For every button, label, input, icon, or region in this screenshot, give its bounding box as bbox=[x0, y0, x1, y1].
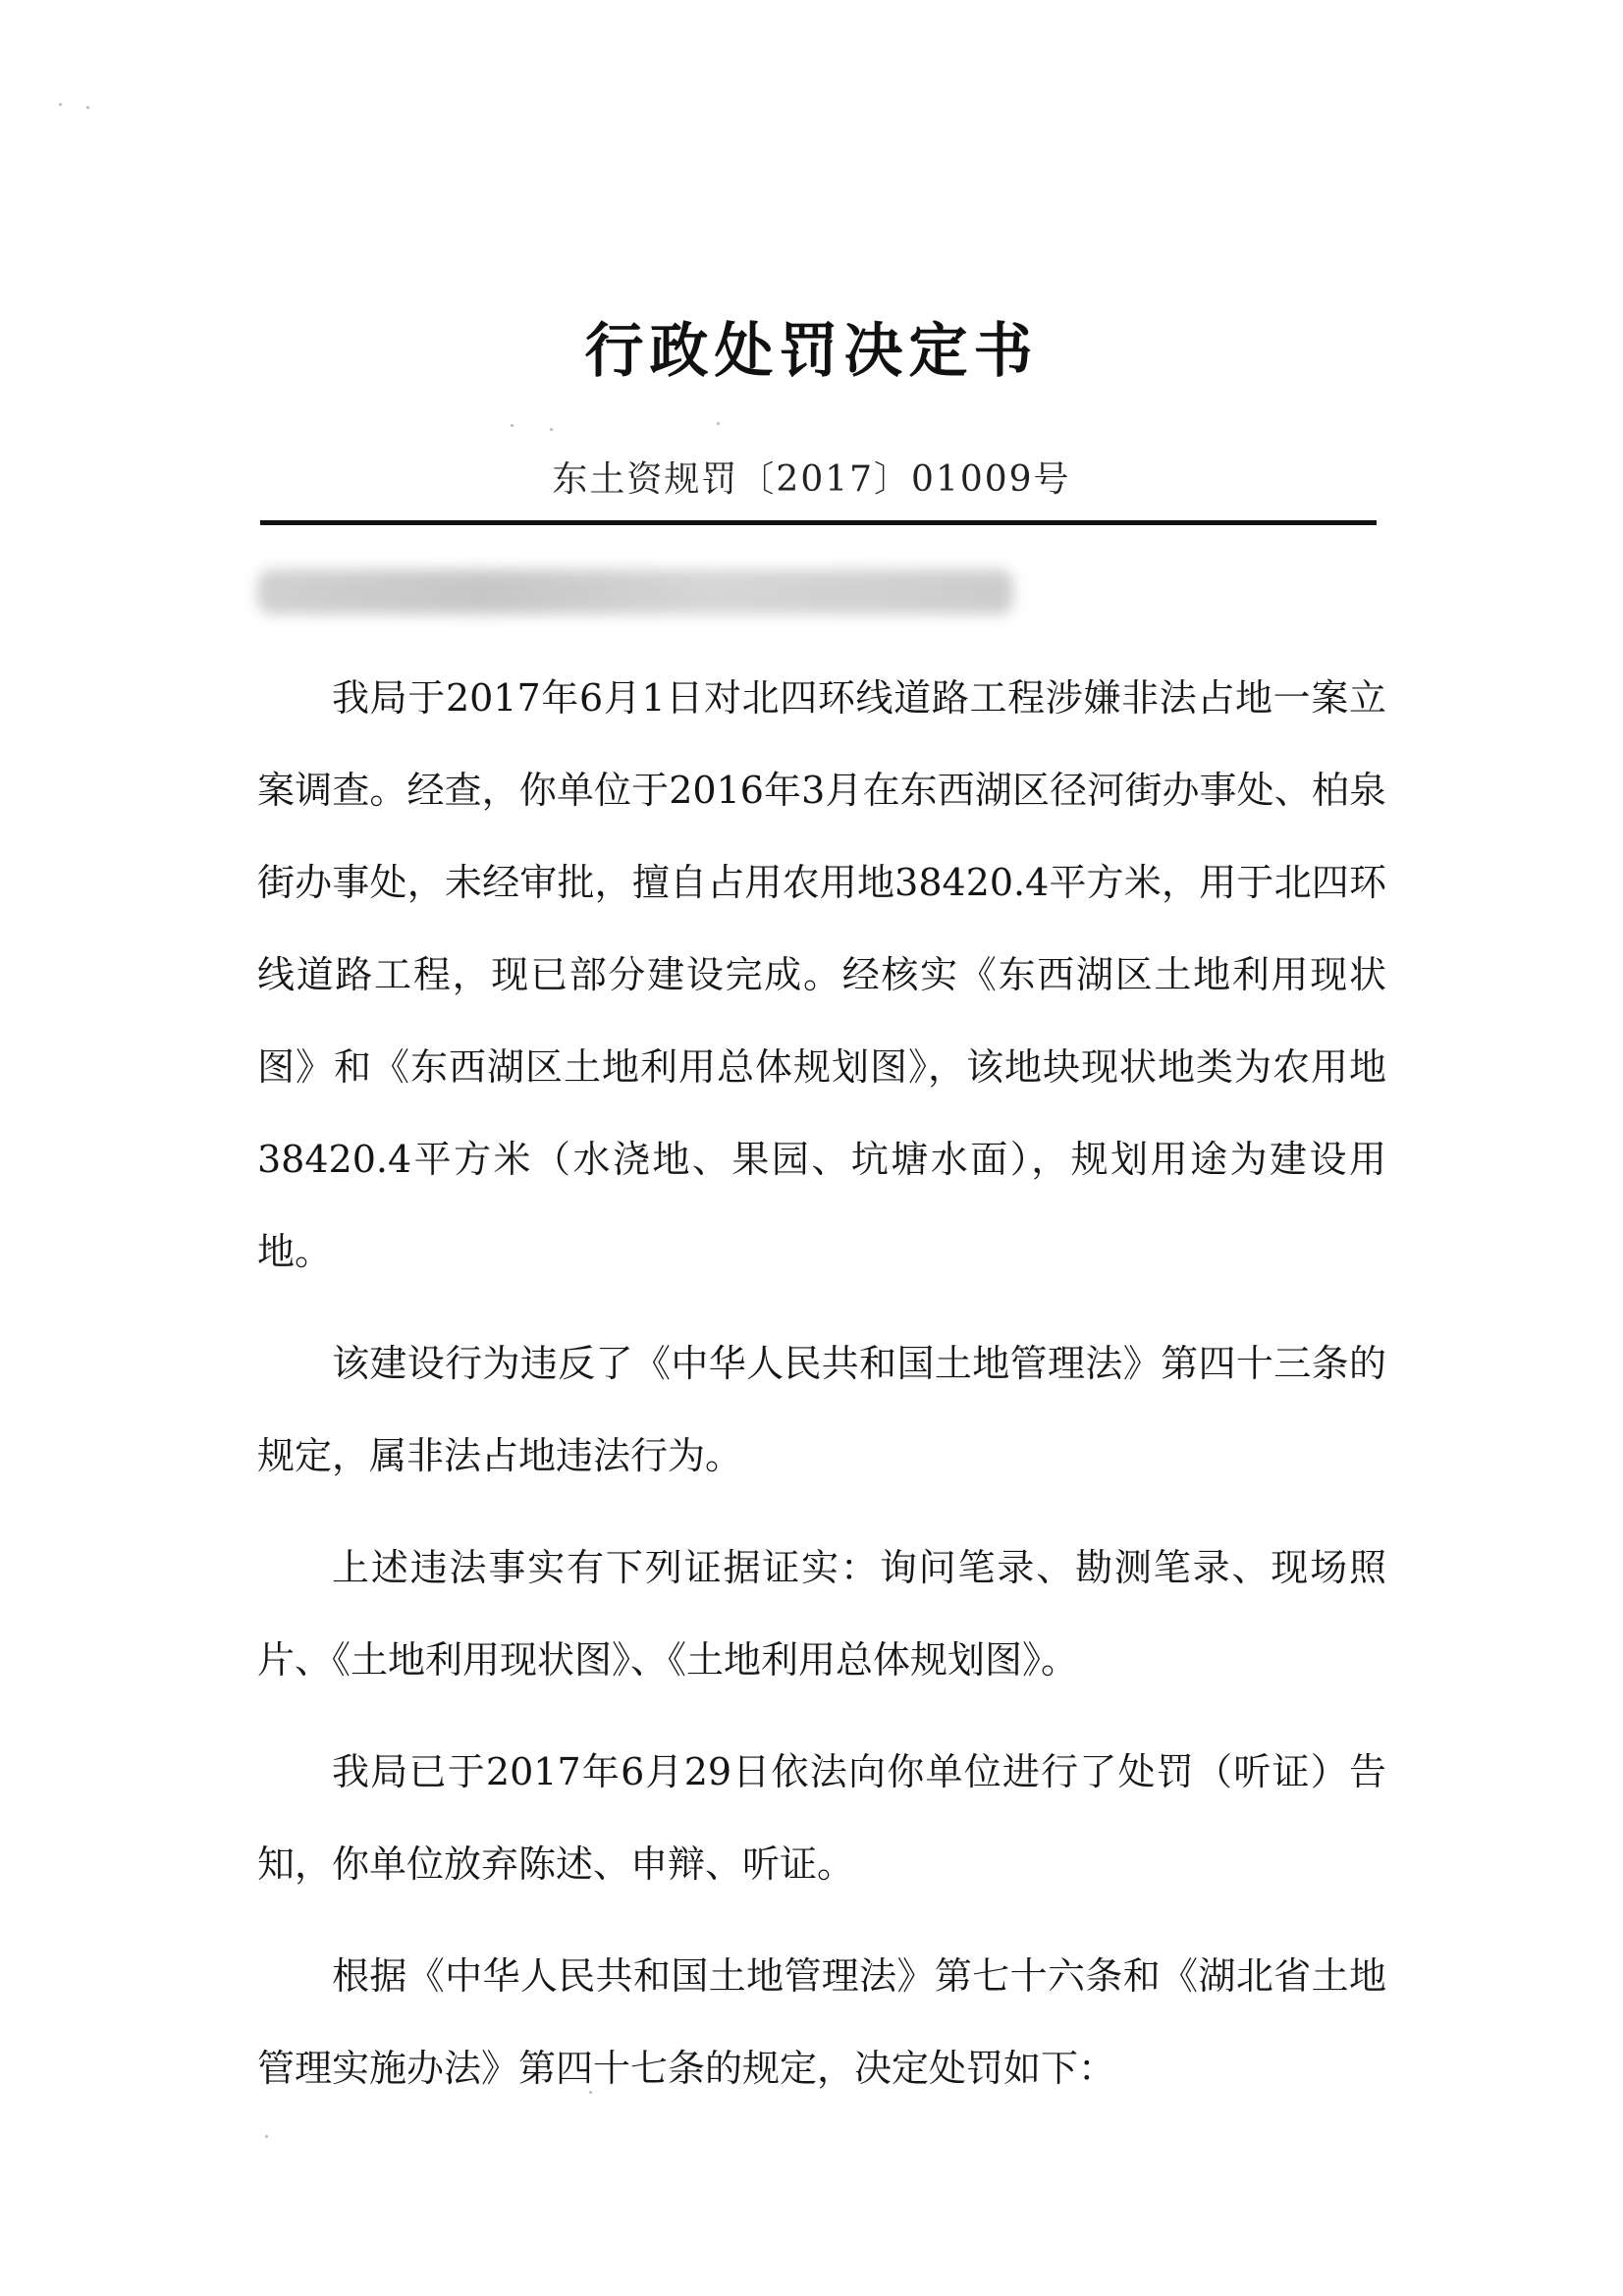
document-title: 行政处罚决定书 bbox=[584, 317, 1039, 386]
document-number: 东土资规罚〔2017〕01009号 bbox=[552, 459, 1071, 500]
scan-speck bbox=[589, 2091, 592, 2094]
scan-speck bbox=[550, 428, 553, 431]
document-body bbox=[257, 652, 1386, 2134]
paragraph-evidence: 上述违法事实有下列证据证实：询问笔录、勘测笔录、现场照片、《土地利用现状图》、《土地利用总体规划图》。 bbox=[257, 1546, 1386, 1682]
scan-speck bbox=[59, 103, 62, 106]
paragraph-violation: 该建设行为违反了《中华人民共和国土地管理法》第四十三条的规定，属非法占地违法行为。 bbox=[257, 1342, 1386, 1477]
paragraph-investigation: 我局于2017年6月1日对北四环线道路工程涉嫌非法占地一案立案调查。经查，你单位于2016年3月在东西湖区径河街办事处、柏泉街办事处，未经审批，擅自占用农用地38420.4平方米，用于北四环线道路工程，现已部分建设完成。经核实《东西湖区土地利用现状图》和《东西湖区土地利用总体规划图》，该地块现状地类为农用地38420.4平方米（水浇地、果园、坑塘水面），规划用途为建设用地。 bbox=[257, 676, 1386, 1273]
scan-speck bbox=[86, 106, 89, 109]
paragraph-notice: 我局已于2017年6月29日依法向你单位进行了处罚（听证）告知，你单位放弃陈述、申辩、听证。 bbox=[257, 1750, 1386, 1886]
scan-speck bbox=[511, 424, 514, 427]
header-divider bbox=[260, 520, 1377, 525]
scan-speck bbox=[265, 2135, 268, 2138]
redacted-recipient bbox=[257, 569, 1013, 614]
scan-speck bbox=[717, 422, 720, 425]
paragraph-decision: 根据《中华人民共和国土地管理法》第七十六条和《湖北省土地管理实施办法》第四十七条的规定，决定处罚如下： bbox=[257, 1954, 1386, 2090]
